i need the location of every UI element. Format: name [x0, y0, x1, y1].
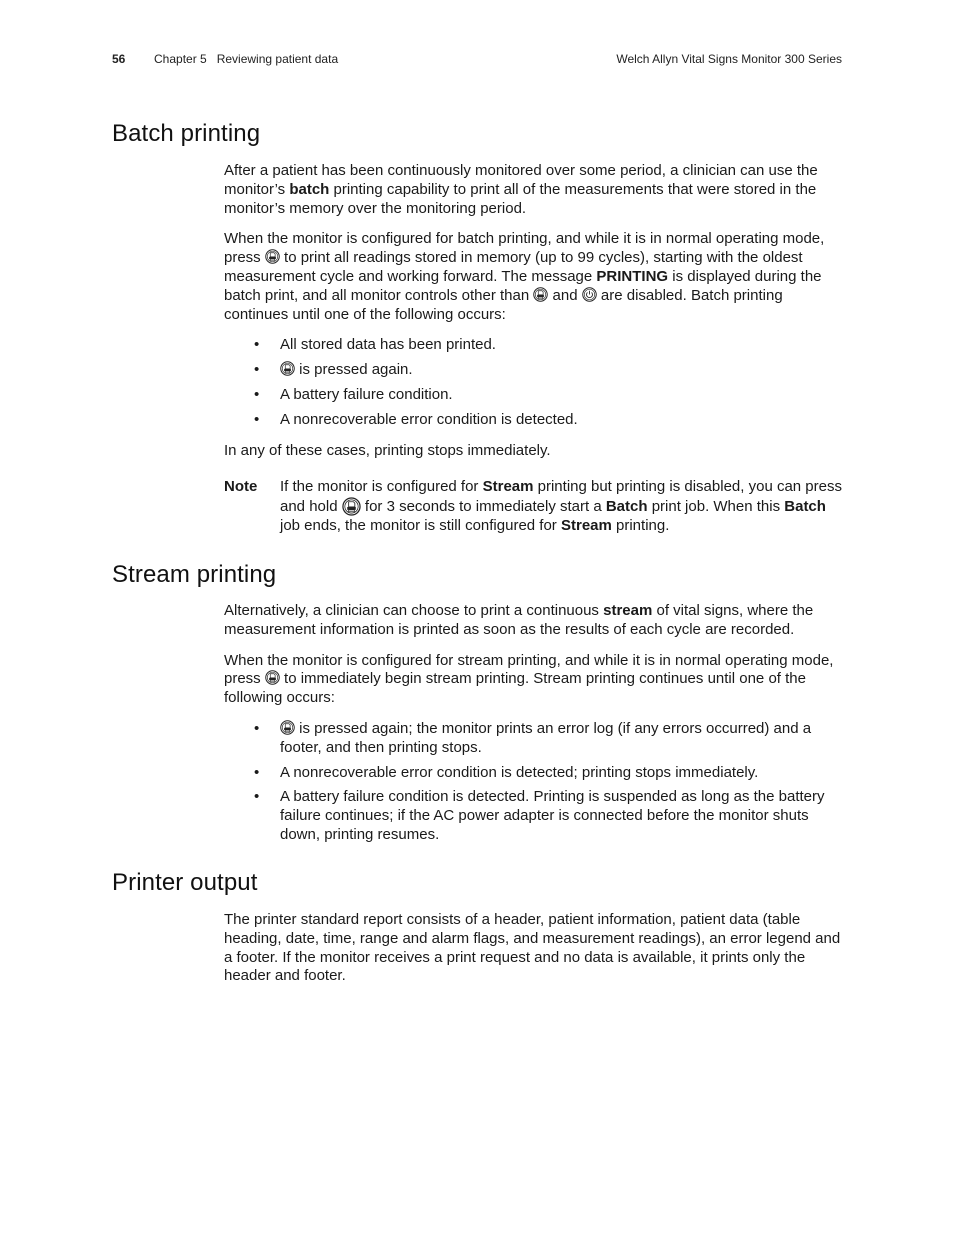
print-button-icon: [265, 670, 280, 685]
stream-paragraph-1: Alternatively, a clinician can choose to print a continuous stream of vital signs, where the measurement information is printed as soon as the results of each cycle are recorded.: [224, 602, 814, 638]
batch-paragraph-2: When the monitor is configured for batch printing, and while it is in normal operating mode, press to print all readings stored in memory (up to 99 cycles), starting with the oldest measurement cycle and working forward. The message PRINTING is displayed during the batch print, and all monitor controls other than and are disabled. Batch printing continues until one of the following occurs:: [224, 230, 825, 323]
print-button-icon: [280, 720, 295, 735]
print-button-icon: [280, 361, 295, 376]
note-block: Note If the monitor is configured for Stream printing but printing is disabled, you can press and hold for 3 seconds to immediately start a Batch print job. When this Batch job ends, the monitor is still configured for Stream printing.: [224, 478, 842, 534]
note-label: Note: [224, 478, 258, 496]
chapter-title: Chapter 5 Reviewing patient data: [154, 52, 339, 66]
list-item: • All stored data has been printed.: [254, 336, 496, 354]
stream-stop-conditions: [224, 720, 844, 845]
list-item: • A nonrecoverable error condition is detected.: [254, 410, 578, 428]
book-title: Welch Allyn Vital Signs Monitor 300 Series: [616, 52, 842, 66]
list-item: • A battery failure condition.: [254, 385, 453, 403]
output-paragraph-1: The printer standard report consists of a header, patient information, patient data (table heading, date, time, range and alarm flags, and measurement readings), an error legend and a footer. If the monitor receives a print request and no data is available, it prints only the header and footer.: [224, 911, 841, 985]
printer-output-section: [224, 911, 844, 998]
stream-printing-section: [224, 602, 844, 857]
batch-printing-section: [224, 162, 844, 536]
batch-paragraph-3: In any of these cases, printing stops immediately.: [224, 441, 551, 459]
list-item: • A nonrecoverable error condition is detected; printing stops immediately.: [254, 763, 759, 781]
batch-paragraph-1: After a patient has been continuously monitored over some period, a clinician can use the monitor’s batch printing capability to print all of the measurements that were stored in the monitor’s memory over the monitoring period.: [224, 162, 818, 217]
print-button-icon: [265, 249, 280, 264]
page-header: [112, 52, 842, 70]
stream-paragraph-2: When the monitor is configured for stream printing, and while it is in normal operating mode, press to immediately begin stream printing. Stream printing continues until one of the following occurs:: [224, 651, 834, 707]
heading-batch-printing: Batch printing: [112, 120, 261, 147]
batch-stop-conditions: [224, 336, 844, 429]
list-item: • A battery failure condition is detected. Printing is suspended as long as the battery failure continues; if the AC power adapter is connected before the monitor shuts down, printing resumes.: [254, 788, 825, 843]
page-number: 56: [112, 52, 126, 66]
heading-printer-output: Printer output: [112, 869, 258, 896]
list-item: • is pressed again.: [254, 361, 413, 379]
list-item: • is pressed again; the monitor prints an error log (if any errors occurred) and a footer, and then printing stops.: [254, 719, 812, 756]
print-button-icon: [533, 287, 548, 302]
print-button-icon: [342, 497, 361, 516]
power-button-icon: [582, 287, 597, 302]
heading-stream-printing: Stream printing: [112, 561, 277, 588]
